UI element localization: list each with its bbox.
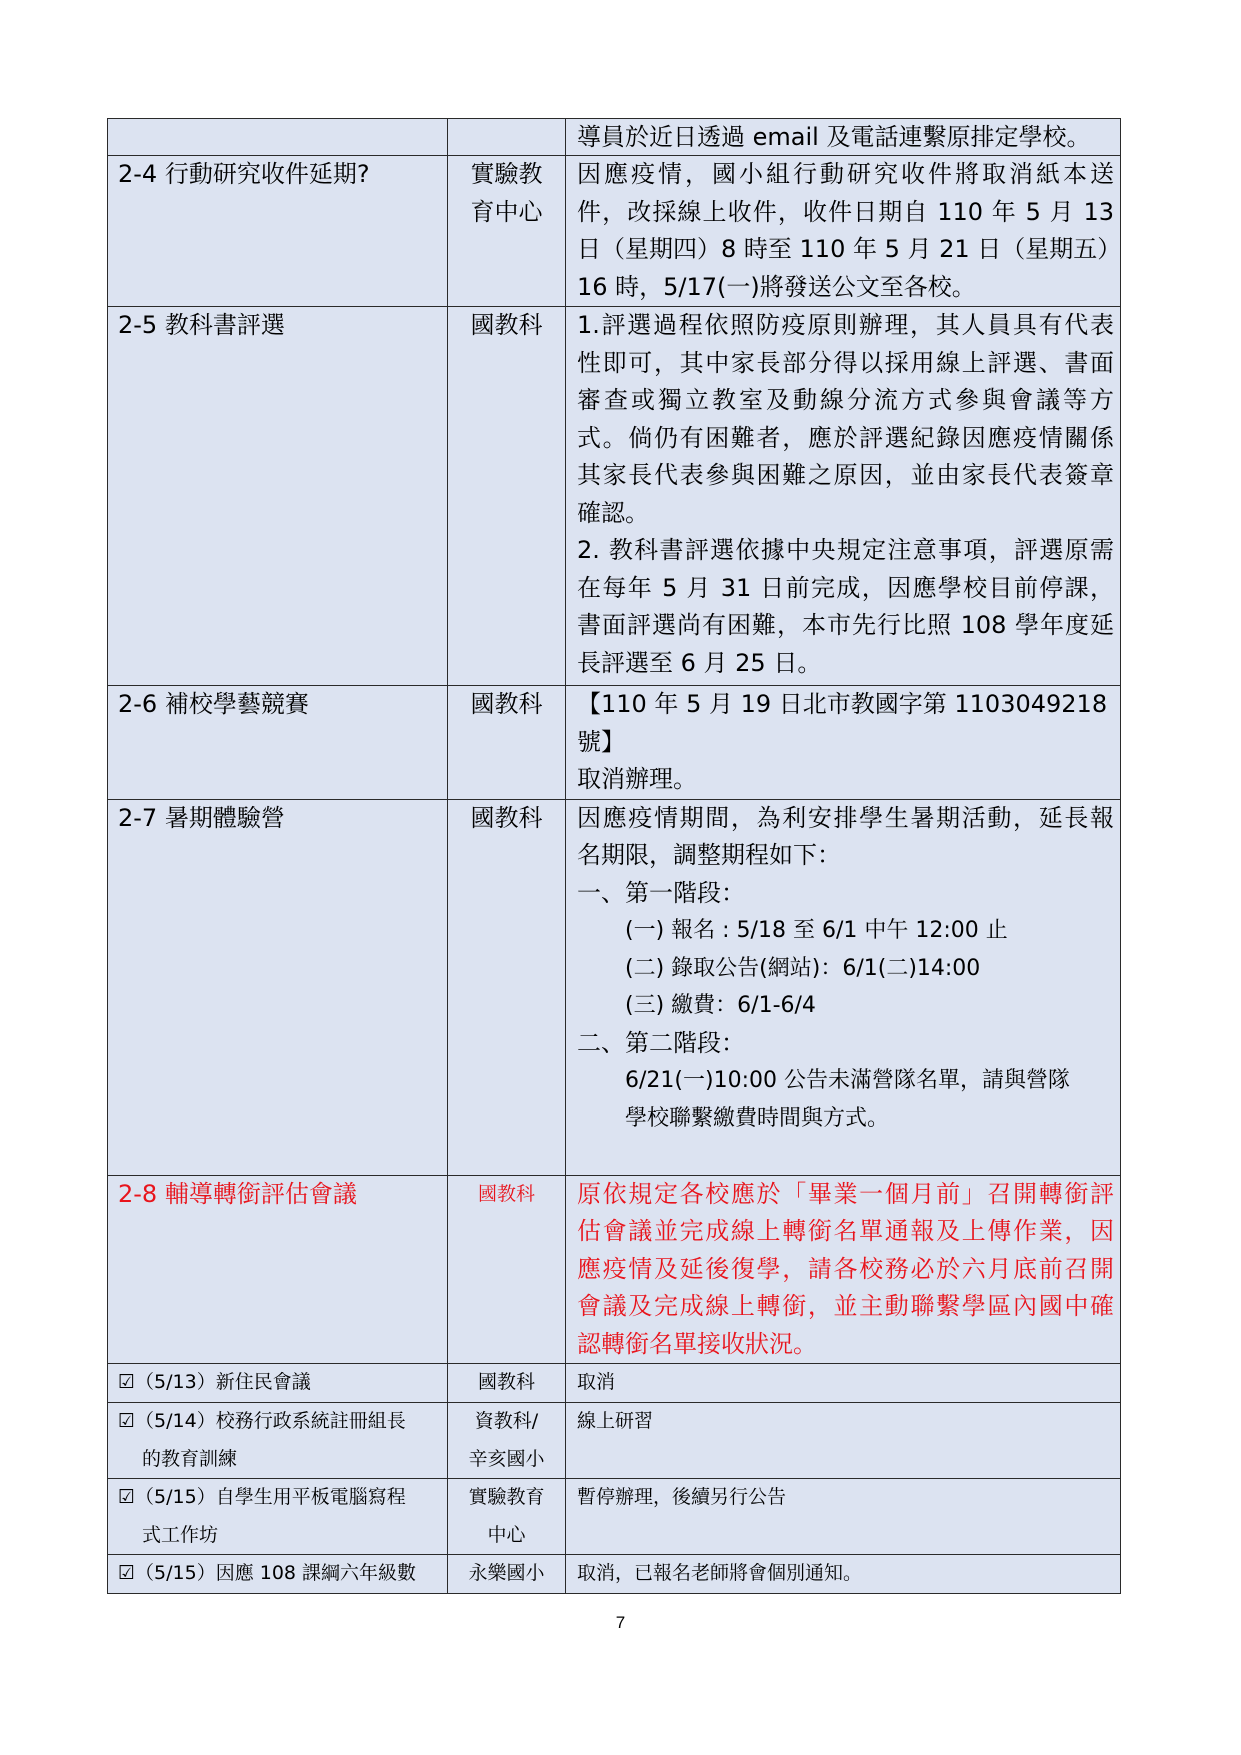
unit-text: 實驗教 <box>470 160 543 188</box>
desc-line: 其家長代表參與困難之原因，並由家長代表簽章 <box>577 461 1114 489</box>
topic-text: ☑（5/15）因應 108 課綱六年級數 <box>118 1562 417 1584</box>
topic-text: 2-4 行動研究收件延期? <box>118 160 370 188</box>
table-row <box>108 686 1121 800</box>
desc-line: 學校聯繫繳費時間與方式。 <box>625 1105 890 1131</box>
desc-line: 取消，已報名老師將會個別通知。 <box>577 1562 863 1584</box>
agenda-table <box>107 118 1121 1594</box>
unit-cell <box>448 1479 566 1555</box>
desc-cell <box>566 686 1121 800</box>
desc-line: 【110 年 5 月 19 日北市教國字第 1103049218 <box>577 690 1108 718</box>
unit-cell <box>448 799 566 1175</box>
desc-line: (二) 錄取公告(網站)：6/1(二)14:00 <box>625 955 981 981</box>
desc-line: 暫停辦理，後續另行公告 <box>577 1486 787 1508</box>
topic-cell <box>108 1555 448 1594</box>
table-row <box>108 1175 1121 1364</box>
table-row <box>108 1364 1121 1403</box>
topic-cell <box>108 799 448 1175</box>
unit-cell <box>448 686 566 800</box>
topic-cell <box>108 1364 448 1403</box>
table-row <box>108 1555 1121 1594</box>
desc-line: 式。倘仍有困難者，應於評選紀錄因應疫情關係 <box>577 423 1114 452</box>
desc-line: 1.評選過程依照防疫原則辦理，其人員具有代表 <box>577 311 1114 339</box>
unit-text: 中心 <box>487 1523 526 1546</box>
topic-text: 式工作坊 <box>142 1523 219 1546</box>
desc-line: 名期限，調整期程如下： <box>577 841 841 869</box>
desc-line: 件，改採線上收件，收件日期自 110 年 5 月 13 <box>577 197 1114 226</box>
topic-cell <box>108 156 448 307</box>
unit-cell <box>448 1364 566 1403</box>
desc-line: 估會議並完成線上轉銜名單通報及上傳作業，因 <box>577 1217 1114 1245</box>
table-row <box>108 799 1121 1175</box>
topic-cell <box>108 686 448 800</box>
desc-line: 線上研習 <box>577 1410 654 1432</box>
desc-line: 書面評選尚有困難，本市先行比照 108 學年度延 <box>577 611 1114 639</box>
desc-line: 6/21(一)10:00 公告未滿營隊名單，請與營隊 <box>625 1068 1070 1093</box>
topic-cell <box>108 307 448 686</box>
desc-line: 認轉銜名單接收狀況。 <box>577 1329 817 1358</box>
table-row <box>108 156 1121 307</box>
desc-line: 在每年 5 月 31 日前完成，因應學校目前停課， <box>577 573 1114 602</box>
desc-cell <box>566 1364 1121 1403</box>
desc-line: (三) 繳費：6/1-6/4 <box>625 993 816 1018</box>
unit-cell <box>448 1403 566 1479</box>
table-row <box>108 119 1121 156</box>
unit-text: 國教科 <box>470 311 543 339</box>
desc-cell <box>566 307 1121 686</box>
desc-line: 會議及完成線上轉銜，並主動聯繫學區內國中確 <box>577 1292 1114 1320</box>
unit-cell <box>448 307 566 686</box>
unit-text: 國教科 <box>470 803 543 832</box>
desc-line: 性即可，其中家長部分得以採用線上評選、書面 <box>577 348 1114 377</box>
unit-text: 國教科 <box>477 1182 535 1205</box>
desc-line: 取消辦理。 <box>577 765 697 793</box>
topic-text: 2-7 暑期體驗營 <box>118 803 285 832</box>
topic-text: ☑（5/14）校務行政系統註冊組長 <box>118 1410 406 1432</box>
unit-cell <box>448 156 566 307</box>
topic-cell <box>108 119 448 156</box>
desc-cell <box>566 1479 1121 1555</box>
desc-line: 16 時，5/17(一)將發送公文至各校。 <box>577 272 976 301</box>
desc-line: 導員於近日透過 email 及電話連繫原排定學校。 <box>577 123 1091 151</box>
topic-text: 2-6 補校學藝競賽 <box>118 690 309 718</box>
topic-cell <box>108 1479 448 1555</box>
unit-text: 辛亥國小 <box>468 1447 545 1470</box>
desc-line: 應疫情及延後復學，請各校務必於六月底前召開 <box>577 1254 1114 1283</box>
topic-cell <box>108 1403 448 1479</box>
unit-cell <box>448 119 566 156</box>
page-number: 7 <box>615 1613 626 1632</box>
desc-line: 原依規定各校應於「畢業一個月前」召開轉銜評 <box>577 1179 1114 1208</box>
desc-line: 一、第一階段： <box>577 878 745 907</box>
desc-line: 審查或獨立教室及動線分流方式參與會議等方 <box>577 386 1114 414</box>
unit-text: 國教科 <box>477 1371 535 1393</box>
unit-text: 國教科 <box>470 690 543 718</box>
desc-cell <box>566 1555 1121 1594</box>
desc-line: 號】 <box>577 727 625 756</box>
topic-cell <box>108 1175 448 1364</box>
topic-text: 2-5 教科書評選 <box>118 311 285 339</box>
unit-text: 實驗教育 <box>468 1486 545 1508</box>
unit-text: 資教科/ <box>474 1410 539 1432</box>
topic-text: 的教育訓練 <box>142 1447 238 1470</box>
table-row <box>108 307 1121 686</box>
desc-line: 取消 <box>577 1371 616 1393</box>
desc-cell <box>566 156 1121 307</box>
desc-cell <box>566 1175 1121 1364</box>
table-row <box>108 1479 1121 1555</box>
unit-text: 育中心 <box>470 197 543 226</box>
desc-line: 二、第二階段： <box>577 1028 745 1057</box>
desc-cell <box>566 799 1121 1175</box>
unit-text: 永樂國小 <box>468 1562 545 1584</box>
topic-text: ☑（5/13）新住民會議 <box>118 1371 311 1393</box>
desc-line: 長評選至 6 月 25 日。 <box>577 648 822 677</box>
desc-line: 確認。 <box>577 498 649 527</box>
desc-line: (一) 報名 : 5/18 至 6/1 中午 12:00 止 <box>625 918 1008 943</box>
table-row <box>108 1403 1121 1479</box>
topic-text: ☑（5/15）自學生用平板電腦寫程 <box>118 1486 406 1508</box>
desc-line: 2. 教科書評選依據中央規定注意事項，評選原需 <box>577 536 1114 564</box>
desc-line: 因應疫情期間，為利安排學生暑期活動，延長報 <box>577 803 1114 832</box>
desc-line: 日（星期四）8 時至 110 年 5 月 21 日（星期五） <box>577 235 1122 263</box>
desc-line: 因應疫情，國小組行動研究收件將取消紙本送 <box>577 160 1114 188</box>
unit-cell <box>448 1175 566 1364</box>
desc-cell <box>566 1403 1121 1479</box>
desc-cell <box>566 119 1121 156</box>
unit-cell <box>448 1555 566 1594</box>
topic-text: 2-8 輔導轉銜評估會議 <box>118 1179 357 1208</box>
